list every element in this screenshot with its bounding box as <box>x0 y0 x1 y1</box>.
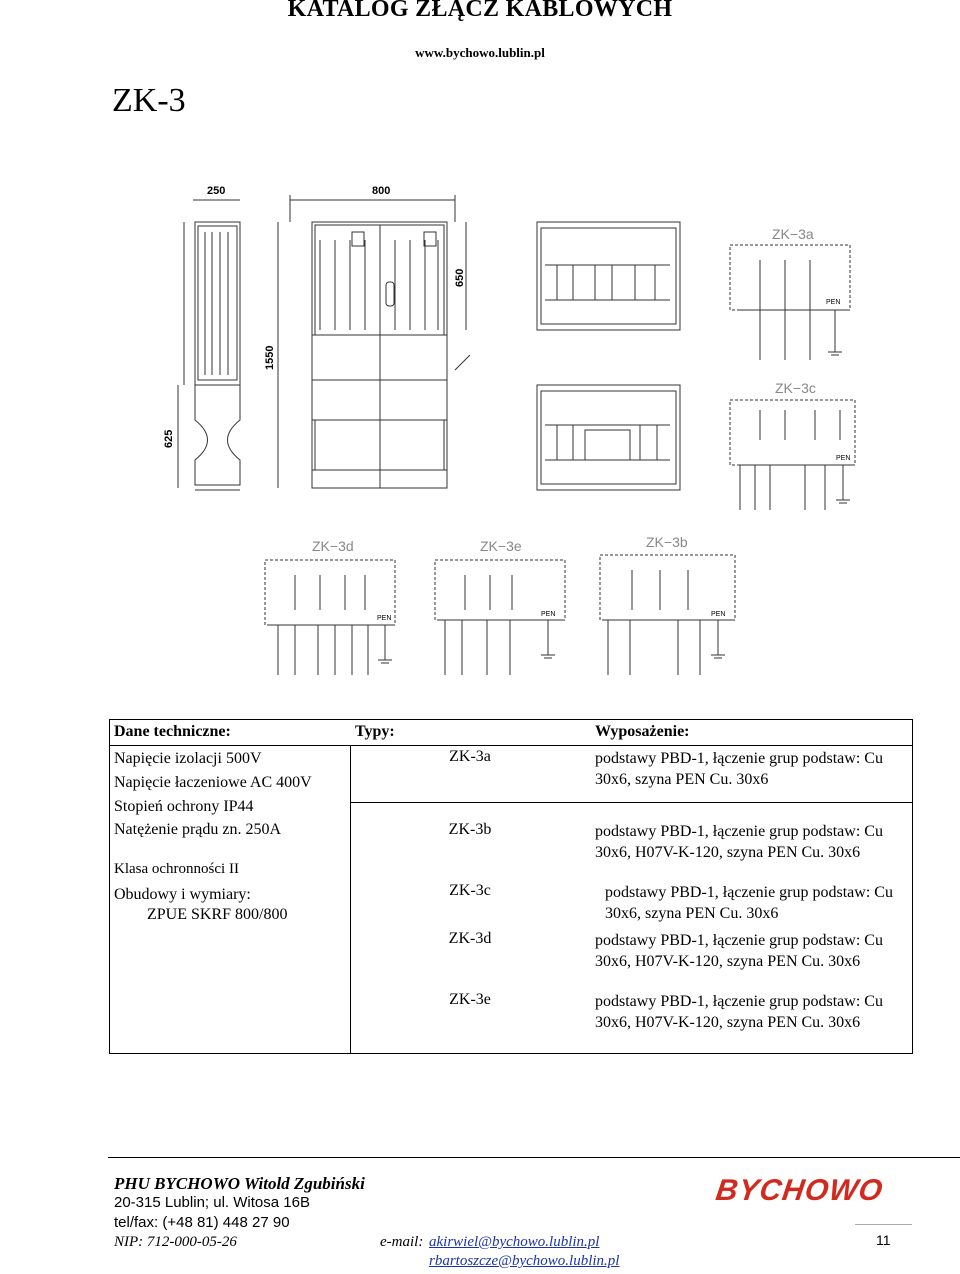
technical-drawing <box>0 170 960 710</box>
footer-email-link-2[interactable]: rbartoszcze@bychowo.lublin.pl <box>429 1253 620 1269</box>
schematic-zk-3d <box>265 560 395 675</box>
footer-divider <box>108 1157 960 1158</box>
type-zk-3a: ZK-3a <box>449 748 491 765</box>
page-number: 11 <box>876 1232 891 1248</box>
row-divider <box>350 802 913 803</box>
table-header <box>110 720 912 746</box>
technical-data-table <box>109 719 913 1054</box>
side-view <box>195 222 240 490</box>
catalog-title: KATALOG ZŁĄCZ KABLOWYCH <box>287 0 673 22</box>
footer-address: 20-315 Lublin; ul. Witosa 16B <box>114 1194 310 1211</box>
dimension-front-width: 800 <box>372 185 391 197</box>
spec-enclosure-label: Obudowy i wymiary: <box>114 886 251 903</box>
footer-email-link-1[interactable]: akirwiel@bychowo.lublin.pl <box>429 1234 600 1250</box>
column-divider <box>350 746 351 1053</box>
footer-company: PHU BYCHOWO Witold Zgubiński <box>114 1174 365 1193</box>
header-equipment: Wyposażenie: <box>595 723 690 740</box>
model-title: ZK-3 <box>112 82 186 119</box>
pen-label-zk-3d: PEN <box>377 615 392 622</box>
schematic-zk-3a <box>537 222 850 360</box>
schematic-label-zk-3b: ZK−3b <box>646 534 688 550</box>
dimension-base-height: 625 <box>163 429 175 448</box>
equipment-zk-3d: podstawy PBD-1, łączenie grup podstaw: Cu 30x6, H07V-K-120, szyna PEN Cu. 30x6 <box>595 932 883 970</box>
front-view <box>312 222 470 488</box>
equipment-zk-3b: podstawy PBD-1, łączenie grup podstaw: Cu 30x6, H07V-K-120, szyna PEN Cu. 30x6 <box>595 823 883 861</box>
schematic-zk-3c <box>537 385 855 510</box>
footer-nip: NIP: 712-000-05-26 <box>114 1234 237 1250</box>
header-types: Typy: <box>355 723 395 740</box>
equipment-zk-3e: podstawy PBD-1, łączenie grup podstaw: Cu 30x6, H07V-K-120, szyna PEN Cu. 30x6 <box>595 993 883 1031</box>
dimension-total-height: 1550 <box>264 345 276 370</box>
schematic-label-zk-3a: ZK−3a <box>772 226 814 242</box>
schematic-label-zk-3c: ZK−3c <box>775 380 816 396</box>
spec-protection-rating: Stopień ochrony IP44 <box>114 798 254 815</box>
spec-switching-voltage: Napięcie łaczeniowe AC 400V <box>114 774 312 791</box>
type-zk-3c: ZK-3c <box>449 882 491 899</box>
footer-email-label: e-mail: <box>380 1234 424 1250</box>
page-number-divider <box>855 1224 912 1225</box>
pen-label-zk-3c: PEN <box>836 455 851 462</box>
spec-insulation-voltage: Napięcie izolacji 500V <box>114 750 262 767</box>
spec-rated-current: Natężenie prądu zn. 250A <box>114 821 282 838</box>
website-url[interactable]: www.bychowo.lublin.pl <box>415 45 545 60</box>
spec-protection-class: Klasa ochronności II <box>114 861 239 877</box>
pen-label-zk-3a: PEN <box>826 299 841 306</box>
pen-label-zk-3e: PEN <box>541 611 556 618</box>
equipment-zk-3c: podstawy PBD-1, łączenie grup podstaw: Cu 30x6, szyna PEN Cu. 30x6 <box>605 884 893 922</box>
schematic-label-zk-3e: ZK−3e <box>480 538 522 554</box>
pen-label-zk-3b: PEN <box>711 611 726 618</box>
schematic-label-zk-3d: ZK−3d <box>312 538 354 554</box>
equipment-zk-3a: podstawy PBD-1, łączenie grup podstaw: Cu 30x6, szyna PEN Cu. 30x6 <box>595 750 883 788</box>
spec-enclosure-value: ZPUE SKRF 800/800 <box>147 906 288 923</box>
brand-logo: BYCHOWO <box>713 1174 886 1207</box>
type-zk-3d: ZK-3d <box>448 930 492 947</box>
type-zk-3e: ZK-3e <box>449 991 491 1008</box>
footer-phone: tel/fax: (+48 81) 448 27 90 <box>114 1214 290 1231</box>
header-tech: Dane techniczne: <box>114 723 231 740</box>
dimension-upper-height: 650 <box>454 268 466 287</box>
dimension-side-width: 250 <box>207 185 226 197</box>
type-zk-3b: ZK-3b <box>448 821 492 838</box>
